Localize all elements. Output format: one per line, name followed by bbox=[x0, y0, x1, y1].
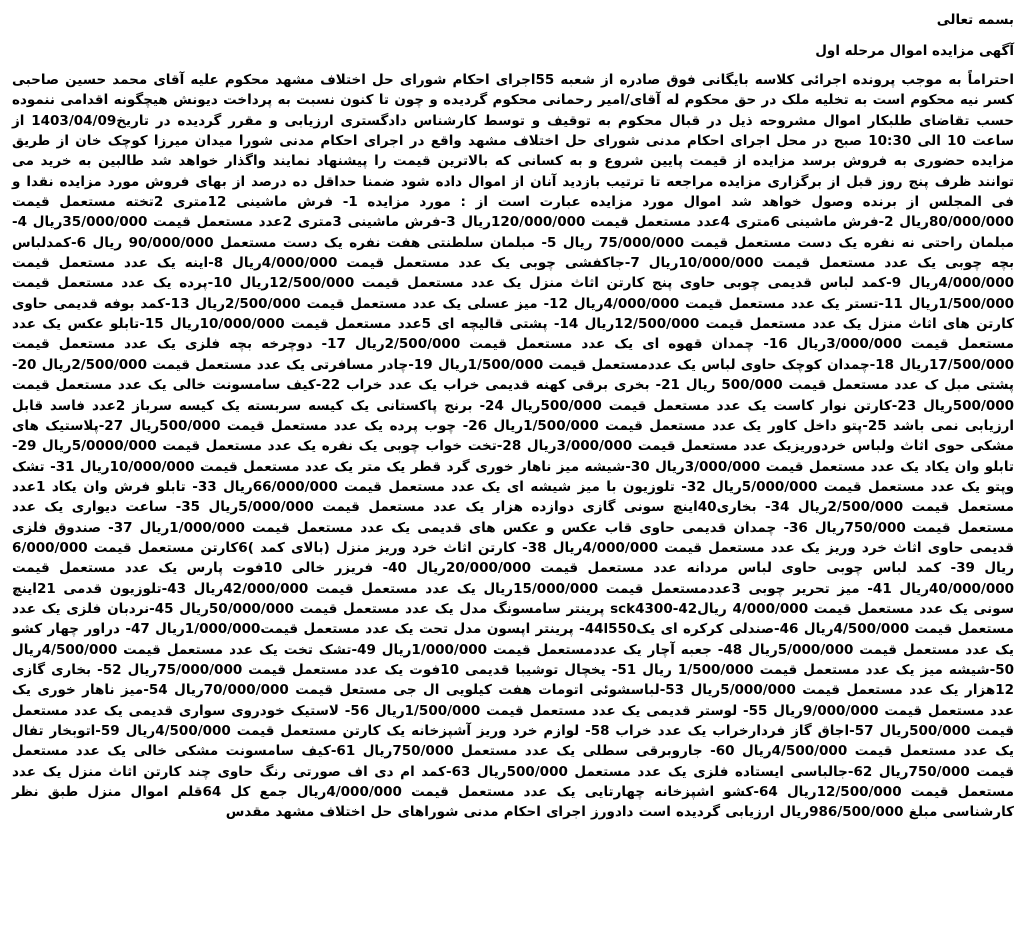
invocation-heading: بسمه تعالی bbox=[936, 12, 1014, 28]
notice-title: آگهی مزایده اموال مرحله اول bbox=[815, 43, 1014, 59]
notice-body-text: احتراماً به موجب پرونده اجرائی کلاسه بایگانی فوق صادره از شعبه 55اجرای احکام شورای حل اختلاف مشهد محکوم علیه آقای محمد حسین صاحبی کسر نیه محکوم است به تخلیه ملک در حق محکوم له آقای/امیر رحمانی محکوم گردیده و چون تا کنون نسبت به پرداخت دیونش هیچگونه اقدامی ننموده حسب تقاضای طلبکار اموال مشروحه ذیل در قبال محکوم به توقیف و توسط کارشناس دادگستری ارزیابی و مقرر گردیده در تاریخ1403/04/09 از ساعت 10 الی 10:30 صبح در محل اجرای احکام مدنی شورای حل اختلاف مشهد واقع در اجرای احکام مدنی شورا میدان میرزا کوچک خان از طریق مزایده حضوری به فروش برسد مزایده از قیمت پایین شروع و به کسانی که بالاترین قیمت را پیشنهاد نمایند واگذار خواهد شد طالبین به خرید می توانند ظرف پنج روز قبل از برگزاری مزایده مراجعه تا ترتیب بازدید آنان از اموال داده شود ضمنا حداقل ده درصد از بهای فروش مورد مزایده نقدا و فی المجلس از برنده وصول خواهد شد اموال مورد مزایده عبارت است از : مورد مزایده 1- فرش ماشینی 12متری 2تخته مستعمل قیمت 80/000/000ریال 2-فرش ماشینی 6متری 4عدد مستعمل قیمت 120/000/000ریال 3-فرش ماشینی 3متری 2عدد مستعمل قیمت 35/000/000ریال 4- مبلمان راحتی نه نفره یک دست مستعمل قیمت 75/000/000 ریال 5- مبلمان سلطنتی هفت نفره یک دست مستعمل 90/000/000 ریال 6-کمدلباس بچه چوبی یک عدد مستعمل قیمت 10/000/000ریال 7-جاکفشی چوبی یک عدد مستعمل قیمت 4/000/000ریال 8-اینه یک عدد مستعمل قیمت 4/000/000ریال 9-کمد لباس قدیمی چوبی حاوی پنج کارتن اثاث منزل یک عدد مستعمل قیمت 12/500/000ریال 10-پرده یک عدد مستعمل قیمت 1/500/000ریال 11-تستر یک عدد مستعمل قیمت 4/000/000ریال 12- میز عسلی یک عدد مستعمل قیمت 2/500/000ریال 13-کمد بوفه قدیمی حاوی کارتن های اثاث منزل یک عدد مستعمل قیمت 12/500/000ریال 14- پشتی قالیچه ای 5عدد مستعمل قیمت 10/000/000ریال 15-تابلو عکس یک عدد مستعمل قیمت 3/000/000ریال 16- چمدان قهوه ای یک عدد مستعمل قیمت 2/500/000ریال 17- دوچرخه بچه فلزی یک عدد مستعمل قیمت 17/500/000ریال 18-چمدان کوچک حاوی لباس یک عددمستعمل قیمت 1/500/000ریال 19-چادر مسافرتی یک عدد مستعمل قیمت 2/500/000ریال 20-پشتی مبل ک عدد مستعمل قیمت 500/000 ریال 21- بخری برقی کهنه قدیمی خراب یک عدد خراب 22-کیف سامسونت خالی یک عدد مستعمل قیمت 500/000ریال 23-کارتن نوار کاست یک عدد مستعمل قیمت 500/000ریال 24- برنج پاکستانی یک کیسه سربسته یک کیسه سرباز 2عدد فاسد قابل ارزیابی نمی باشد 25-پتو داخل کاور یک عدد مستعمل قیمت 1/500/000ریال 26- چوب پرده یک عدد مستعمل قیمت 500/000ریال 27-پلاستیک های مشکی حوی اثاث ولباس خردوریزیک عدد مستعمل قیمت 3/000/000ریال 28-تخت خواب چوبی یک نفره یک عدد مستعمل قیمت 5/0000/000ریال 29-تابلو وان یکاد یک عدد مستعمل قیمت 3/000/000ریال 30-شیشه میز ناهار خوری گرد قطر یک متر یک عدد مستعمل قیمت 10/000/000ریال 31- تشک وپتو یک عدد مستعمل قیمت 5/000/000ریال 32- تلوزیون با میز شیشه ای یک عدد مستعمل قیمت 66/000/000ریال 33- تابلو فرش وان یکاد 1عدد مستعمل قیمت 2/500/000ریال 34- بخاری40اینچ سونی گازی دوازده هزار یک عدد مستعمل قیمت 5/000/000ریال 35- ساعت دیواری یک عدد مستعمل قیمت 750/000ریال 36- چمدان قدیمی حاوی قاب عکس و عکس های قدیمی یک عدد مستعمل قیمت 1/000/000ریال 37- صندوق فلزی قدیمی حاوی اثاث خرد وریز یک عدد مستعمل قیمت 4/000/000ریال 38- کارتن اثاث خرد وریز منزل (بالای کمد )6کارتن مستعمل قیمت 6/000/000 ریال 39- کمد لباس چوبی حاوی لباس مردانه عدد مستعمل قیمت 20/000/000ریال 40- فریزر خالی 10فوت پارس یک عدد مستعمل قیمت 40/000/000ریال 41- میز تحریر چوبی 3عددمستعمل قیمت 15/000/000ریال یک عدد مستعمل قیمت 42/000/000ریال 43-تلوزیون قدمی 21اینچ سونی یک عدد مستعمل قیمت 4/000/000 ریال42-sck4300 پرینتر سامسونگ مدل یک عدد مستعمل قیمت 50/000/000ریال 45-نردبان فلزی یک عدد مستعمل قیمت 4/500/000ریال 46-صندلی کرکره ای یک44l550- پرینتر اپسون مدل تحت یک عدد مستعمل قیمت1/000/000ریال 47- دراور چهار کشو یک عدد مستعمل قیمت 5/000/000ریال 48- جعبه آچار یک عددمستعمل قیمت 1/000/000ریال 49-تشک تخت یک عدد مستعمل قیمت 4/500/000ریال 50-شیشه میز یک عدد مستعمل قیمت 1/500/000 ریال 51- یخچال توشیبا قدیمی 10فوت یک عدد مستعمل قیمت 75/000/000ریال 52- بخاری گازی 12هزار یک عدد مستعمل قیمت 5/000/000ریال 53-لباسشوئی اتومات هفت کیلویی ال جی مستعل قیمت 70/000/000ریال 54-میز ناهار خوری یک عدد مستعمل قیمت 9/000/000ریال 55- لوستر قدیمی یک عدد مستعمل قیمت 1/500/000ریال 56- لاستیک خودروی سواری قدیمی یک عدد مستعمل قیمت 500/000ریال 57-اجاق گاز فردارخراب یک عدد خراب 58- لوازم خرد وریز آشپزخانه یک کارتن مستعمل قیمت 4/500/000ریال 59-اتوبخار تفال یک عدد مستعمل قیمت 4/500/000ریال 60- جاروبرقی سطلی یک عدد مستعمل 750/000ریال 61-کیف سامسونت مشکی خالی یک عدد مستعمل قیمت 750/000ریال 62-جالباسی ایستاده فلزی یک عدد مستعمل 500/000ریال 63-کمد ام دی اف صورتی رنگ حاوی چند کارتن اثاث منزل یک عدد مستعمل قیمت 12/500/000ریال 64-کشو اشپزخانه چهارتایی یک عدد مستعمل قیمت 4/000/000ریال جمع کل 64قلم اموال منزل طبق نظر کارشناسی مبلغ 986/500/000ریال ارزیابی گردیده است دادورز اجرای احکام مدنی شوراهای حل اختلاف مشهد مقدس bbox=[12, 72, 1015, 821]
